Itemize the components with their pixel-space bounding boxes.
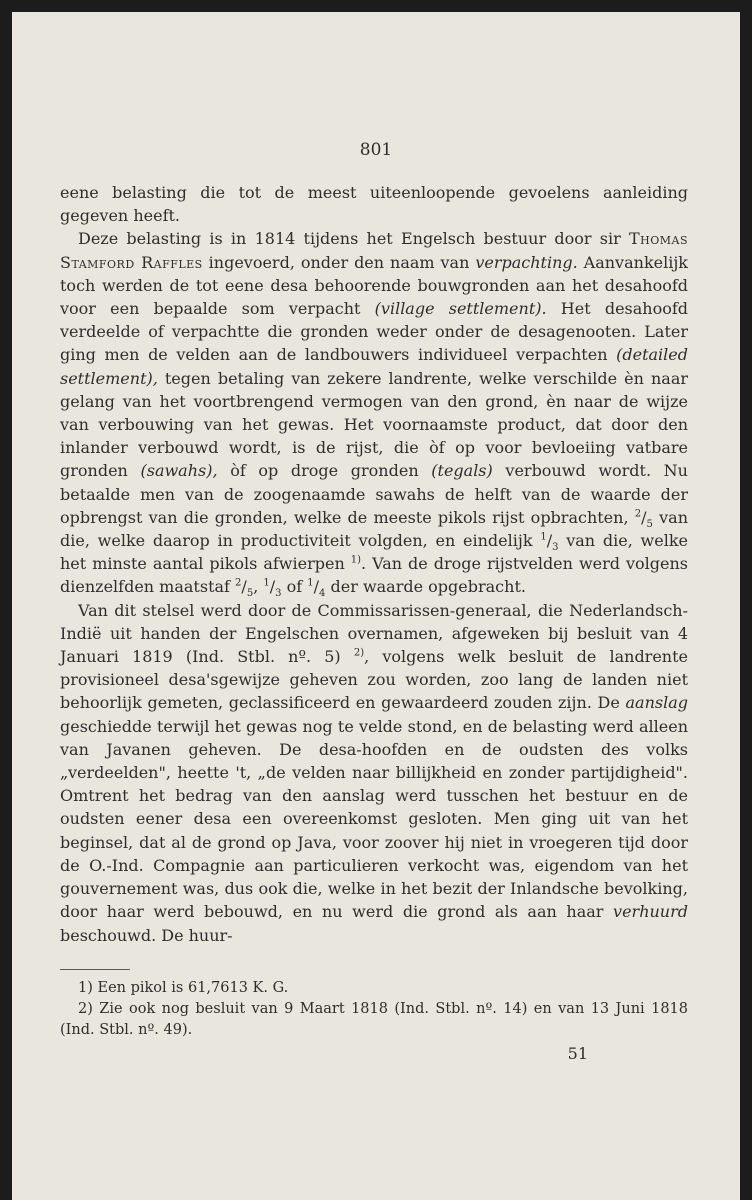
footnote-divider	[60, 969, 130, 970]
paragraph-2: Deze belasting is in 1814 tijdens het Engelsch bestuur door sir Thomas Stamford Raffles ingevoerd, onder den naam van verpachting. Aanvankelijk toch werden de tot eene desa behoorende bouwgronden aan het desahoofd voor een bepaalde som verpacht (village settlement). Het desahoofd verdeelde of verpachtte die gronden weder onder de desagenooten. Later ging men de velden aan de landbouwers individueel verpachten (detailed settlement), tegen betaling van zekere landrente, welke verschilde èn naar gelang van het voortbrengend vermogen van den grond, èn naar de wijze van verbouwing van het gewas. Het voornaamste product, dat door den inlander verbouwd wordt, is de rijst, die òf op voor bevloeiing vatbare gronden (sawahs), òf op droge gronden (tegals) verbouwd wordt. Nu betaalde men van de zoogenaamde sawahs de helft van de waarde der opbrengst van die gronden, welke de meeste pikols rijst opbrachten, $^2/_5$ van die, welke daarop in productiviteit volgden, en eindelijk $^1/_3$ van die, welke het minste aantal pikols afwierpen $^{1)}$. Van de droge rijstvelden werd volgens dienzelfden maatstaf $^2/_5$, $^1/_3$ of $^1/_4$ der waarde opgebracht.	[60, 229, 689, 600]
footnote-2: 2) Zie ook nog besluit van 9 Maart 1818 (Ind. Stbl. nº. 14) en van 13 Juni 1818 (Ind. Stbl. nº. 49).	[60, 1001, 688, 1038]
body-text	[60, 181, 688, 947]
person-name: Thomas Stamford Raffles	[60, 229, 688, 272]
footnotes	[60, 978, 688, 1041]
footnote-ref-2: 2)	[353, 647, 365, 659]
signature-mark: 51	[567, 1044, 588, 1063]
paragraph-3: Van dit stelsel werd door de Commissarissen-generaal, die Nederlandsch-Indië uit handen der Engelschen overnamen, afgeweken bij besluit van 4 Januari 1819 (Ind. Stbl. nº. 5) $^{2)}$, volgens welk besluit de landrente provisioneel desa'sgewijze geheven zou worden, zoo lang de landen niet behoorlijk gemeten, geclassificeerd en gewaardeerd zouden zijn. De aanslag geschiedde terwijl het gewas nog te velde stond, en de belasting werd alleen van Javanen geheven. De desa-hoofden en de oudsten des volks „verdeelden", heette 't, „de velden naar billijkheid en zonder partijdigheid". Omtrent het bedrag van den aanslag werd tusschen het bestuur en de oudsten eener desa een overeenkomst gesloten. Men ging uit van het beginsel, dat al de grond op Java, voor zoover hij niet in vroegeren tijd door de O.-Ind. Compagnie aan particulieren verkocht was, eigendom van het gouvernement was, dus ook die, welke in het bezit der Inlandsche bevolking, door haar werd bebouwd, en nu werd die grond als aan haar verhuurd beschouwd. De huur-	[60, 600, 689, 945]
book-page	[12, 12, 740, 1200]
paragraph-1: eene belasting die tot de meest uiteenloopende gevoelens aanleiding gegeven heeft.	[60, 183, 688, 226]
page-number: 801	[359, 140, 393, 160]
footnote-ref-1: 1)	[350, 554, 362, 566]
footnote-1: 1) Een pikol is 61,7613 K. G.	[78, 980, 289, 996]
